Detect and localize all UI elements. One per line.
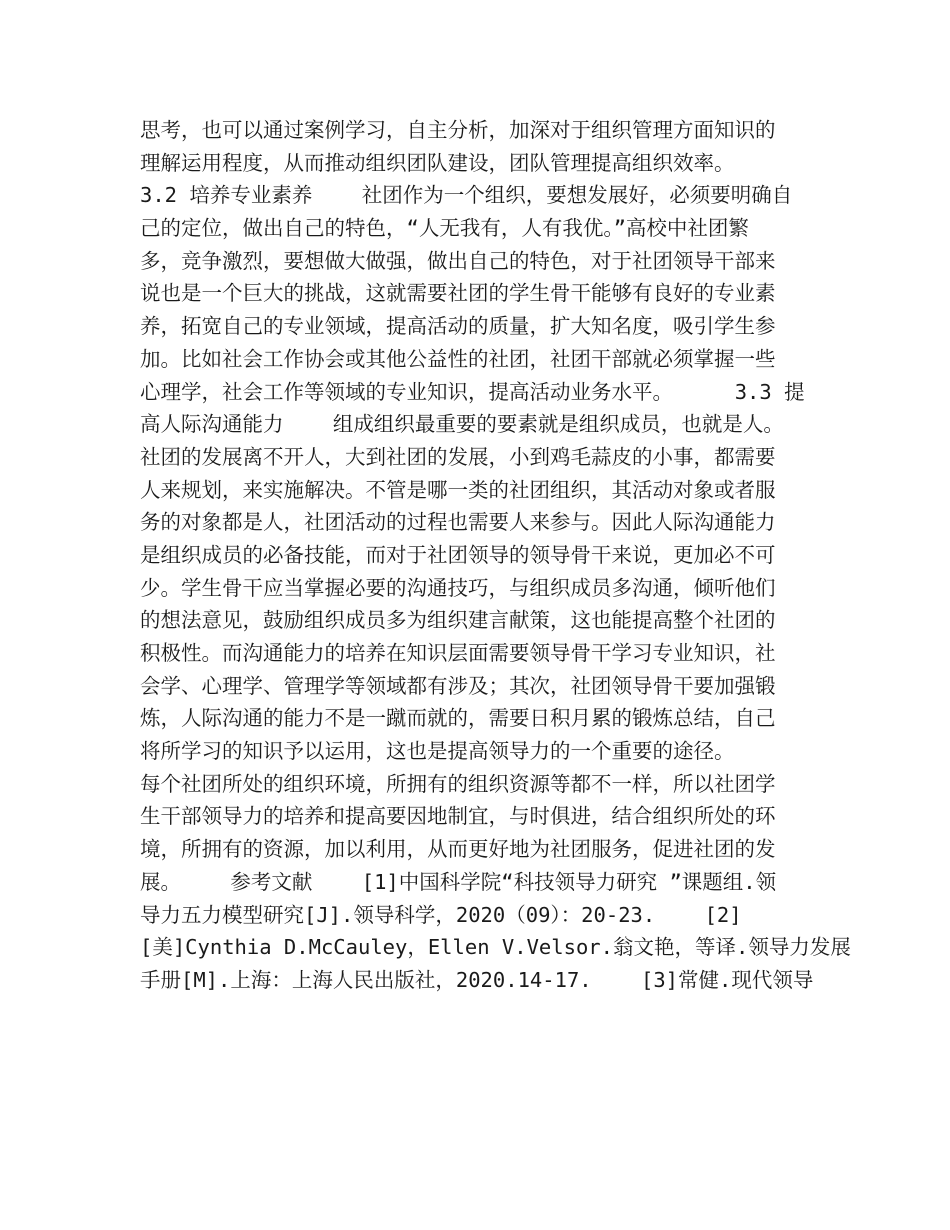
text-line: 人来规划，来实施解决。不管是哪一类的社团组织，其活动对象或者服 — [140, 477, 776, 502]
text-line: 心理学，社会工作等领域的专业知识，提高活动业务水平。 3.3 提 — [140, 379, 805, 404]
body-text — [140, 114, 851, 997]
text-line: 社团的发展离不开人，大到社团的发展，小到鸡毛蒜皮的小事，都需要 — [140, 444, 776, 469]
text-line: 说也是一个巨大的挑战，这就需要社团的学生骨干能够有良好的专业素 — [140, 281, 776, 306]
text-line: 理解运用程度，从而推动组织团队建设，团队管理提高组织效率。 — [140, 150, 735, 175]
text-line: 积极性。而沟通能力的培养在知识层面需要领导骨干学习专业知识，社 — [140, 641, 776, 665]
text-line: 生干部领导力的培养和提高要因地制宜，与时俱进，结合组织所处的环 — [140, 804, 776, 829]
text-line: 的想法意见，鼓励组织成员多为组织建言献策，这也能提高整个社团的 — [140, 608, 776, 633]
text-line: 少。学生骨干应当掌握必要的沟通技巧，与组织成员多沟通，倾听他们 — [140, 575, 776, 600]
text-line: 会学、心理学、管理学等领域都有涉及；其次，社团领导骨干要加强锻 — [140, 673, 776, 698]
text-line: 将所学习的知识予以运用，这也是提高领导力的一个重要的途径。 — [140, 739, 735, 764]
text-line: 展。 参考文献 [1]中国科学院“科技领导力研究 ”课题组.领 — [140, 869, 777, 894]
text-line: 养，拓宽自己的专业领域，提高活动的质量，扩大知名度，吸引学生参 — [140, 314, 776, 339]
text-line: 思考，也可以通过案例学习，自主分析，加深对于组织管理方面知识的 — [140, 118, 776, 142]
text-line: 高人际沟通能力 组成组织最重要的要素就是组织成员，也就是人。 — [140, 412, 784, 437]
text-line: 加。比如社会工作协会或其他公益性的社团，社团干部就必须掌握一些 — [140, 346, 776, 371]
text-line: 己的定位，做出自己的特色，“人无我有，人有我优。”高校中社团繁 — [140, 216, 749, 241]
text-line: 每个社团所处的组织环境，所拥有的组织资源等都不一样，所以社团学 — [140, 771, 776, 796]
text-line: 是组织成员的必备技能，而对于社团领导的领导骨干来说，更加必不可 — [140, 542, 776, 567]
text-line: 手册[M].上海：上海人民出版社，2020.14-17. [3]常健.现代领导 — [140, 967, 814, 992]
text-line: 3.2 培养专业素养 社团作为一个组织，要想发展好，必须要明确自 — [140, 183, 793, 208]
text-line: 导力五力模型研究[J].领导科学，2020（09）：20-23. [2] — [140, 902, 742, 927]
text-line: 炼，人际沟通的能力不是一蹴而就的，需要日积月累的锻炼总结，自己 — [140, 706, 776, 731]
text-line: 多，竞争激烈，要想做大做强，做出自己的特色，对于社团领导干部来 — [140, 248, 776, 273]
text-line: 境，所拥有的资源，加以利用，从而更好地为社团服务，促进社团的发 — [140, 837, 776, 862]
text-line: 务的对象都是人，社团活动的过程也需要人来参与。因此人际沟通能力 — [140, 510, 776, 535]
text-line: [美]Cynthia D.McCauley，Ellen V.Velsor.翁文艳，等译.领导力发展 — [140, 935, 851, 960]
